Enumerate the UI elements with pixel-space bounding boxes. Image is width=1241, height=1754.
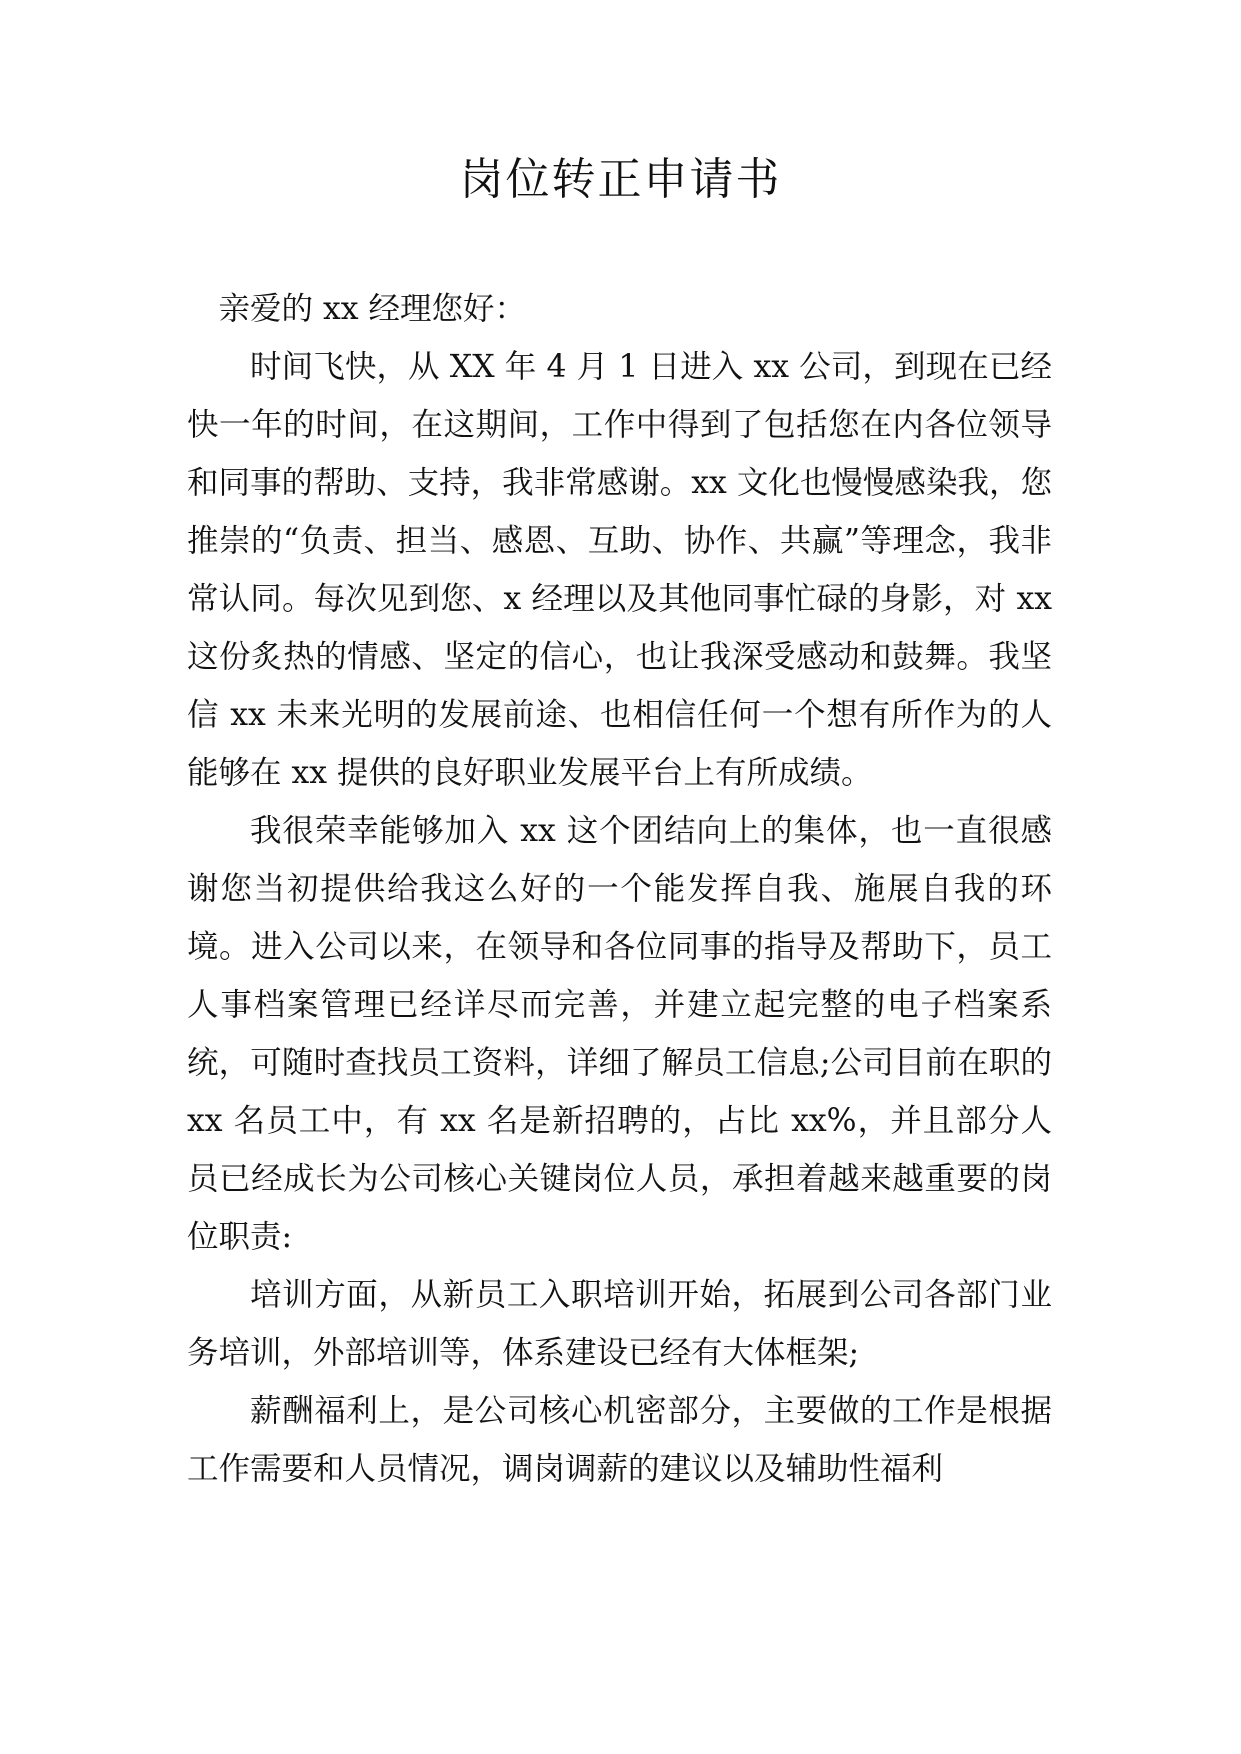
paragraph-2: 我很荣幸能够加入 xx 这个团结向上的集体，也一直很感谢您当初提供给我这么好的一个能发挥自我、施展自我的环境。进入公司以来，在领导和各位同事的指导及帮助下，员工人事档案管理已经详尽而完善，并建立起完整的电子档案系统，可随时查找员工资料，详细了解员工信息;公司目前在职的 xx 名员工中，有 xx 名是新招聘的，占比 xx%，并且部分人员已经成长为公司核心关键岗位人员，承担着越来越重要的岗位职责:: [187, 813, 1052, 1255]
document-body: [187, 280, 1052, 1498]
paragraph-4: 薪酬福利上，是公司核心机密部分，主要做的工作是根据工作需要和人员情况，调岗调薪的建议以及辅助性福利: [187, 1393, 1052, 1487]
document-title: 岗位转正申请书: [459, 154, 782, 205]
salutation: 亲爱的 xx 经理您好：: [218, 291, 527, 327]
paragraph-3: 培训方面，从新员工入职培训开始，拓展到公司各部门业务培训，外部培训等，体系建设已经有大体框架;: [187, 1277, 1052, 1371]
paragraph-1: 时间飞快，从 XX 年 4 月 1 日进入 xx 公司，到现在已经快一年的时间，在这期间，工作中得到了包括您在内各位领导和同事的帮助、支持，我非常感谢。xx 文化也慢慢感染我，您推崇的“负责、担当、感恩、互助、协作、共赢”等理念，我非常认同。每次见到您、x 经理以及其他同事忙碌的身影，对 xx 这份炙热的情感、坚定的信心，也让我深受感动和鼓舞。我坚信 xx 未来光明的发展前途、也相信任何一个想有所作为的人能够在 xx 提供的良好职业发展平台上有所成绩。: [187, 349, 1052, 791]
